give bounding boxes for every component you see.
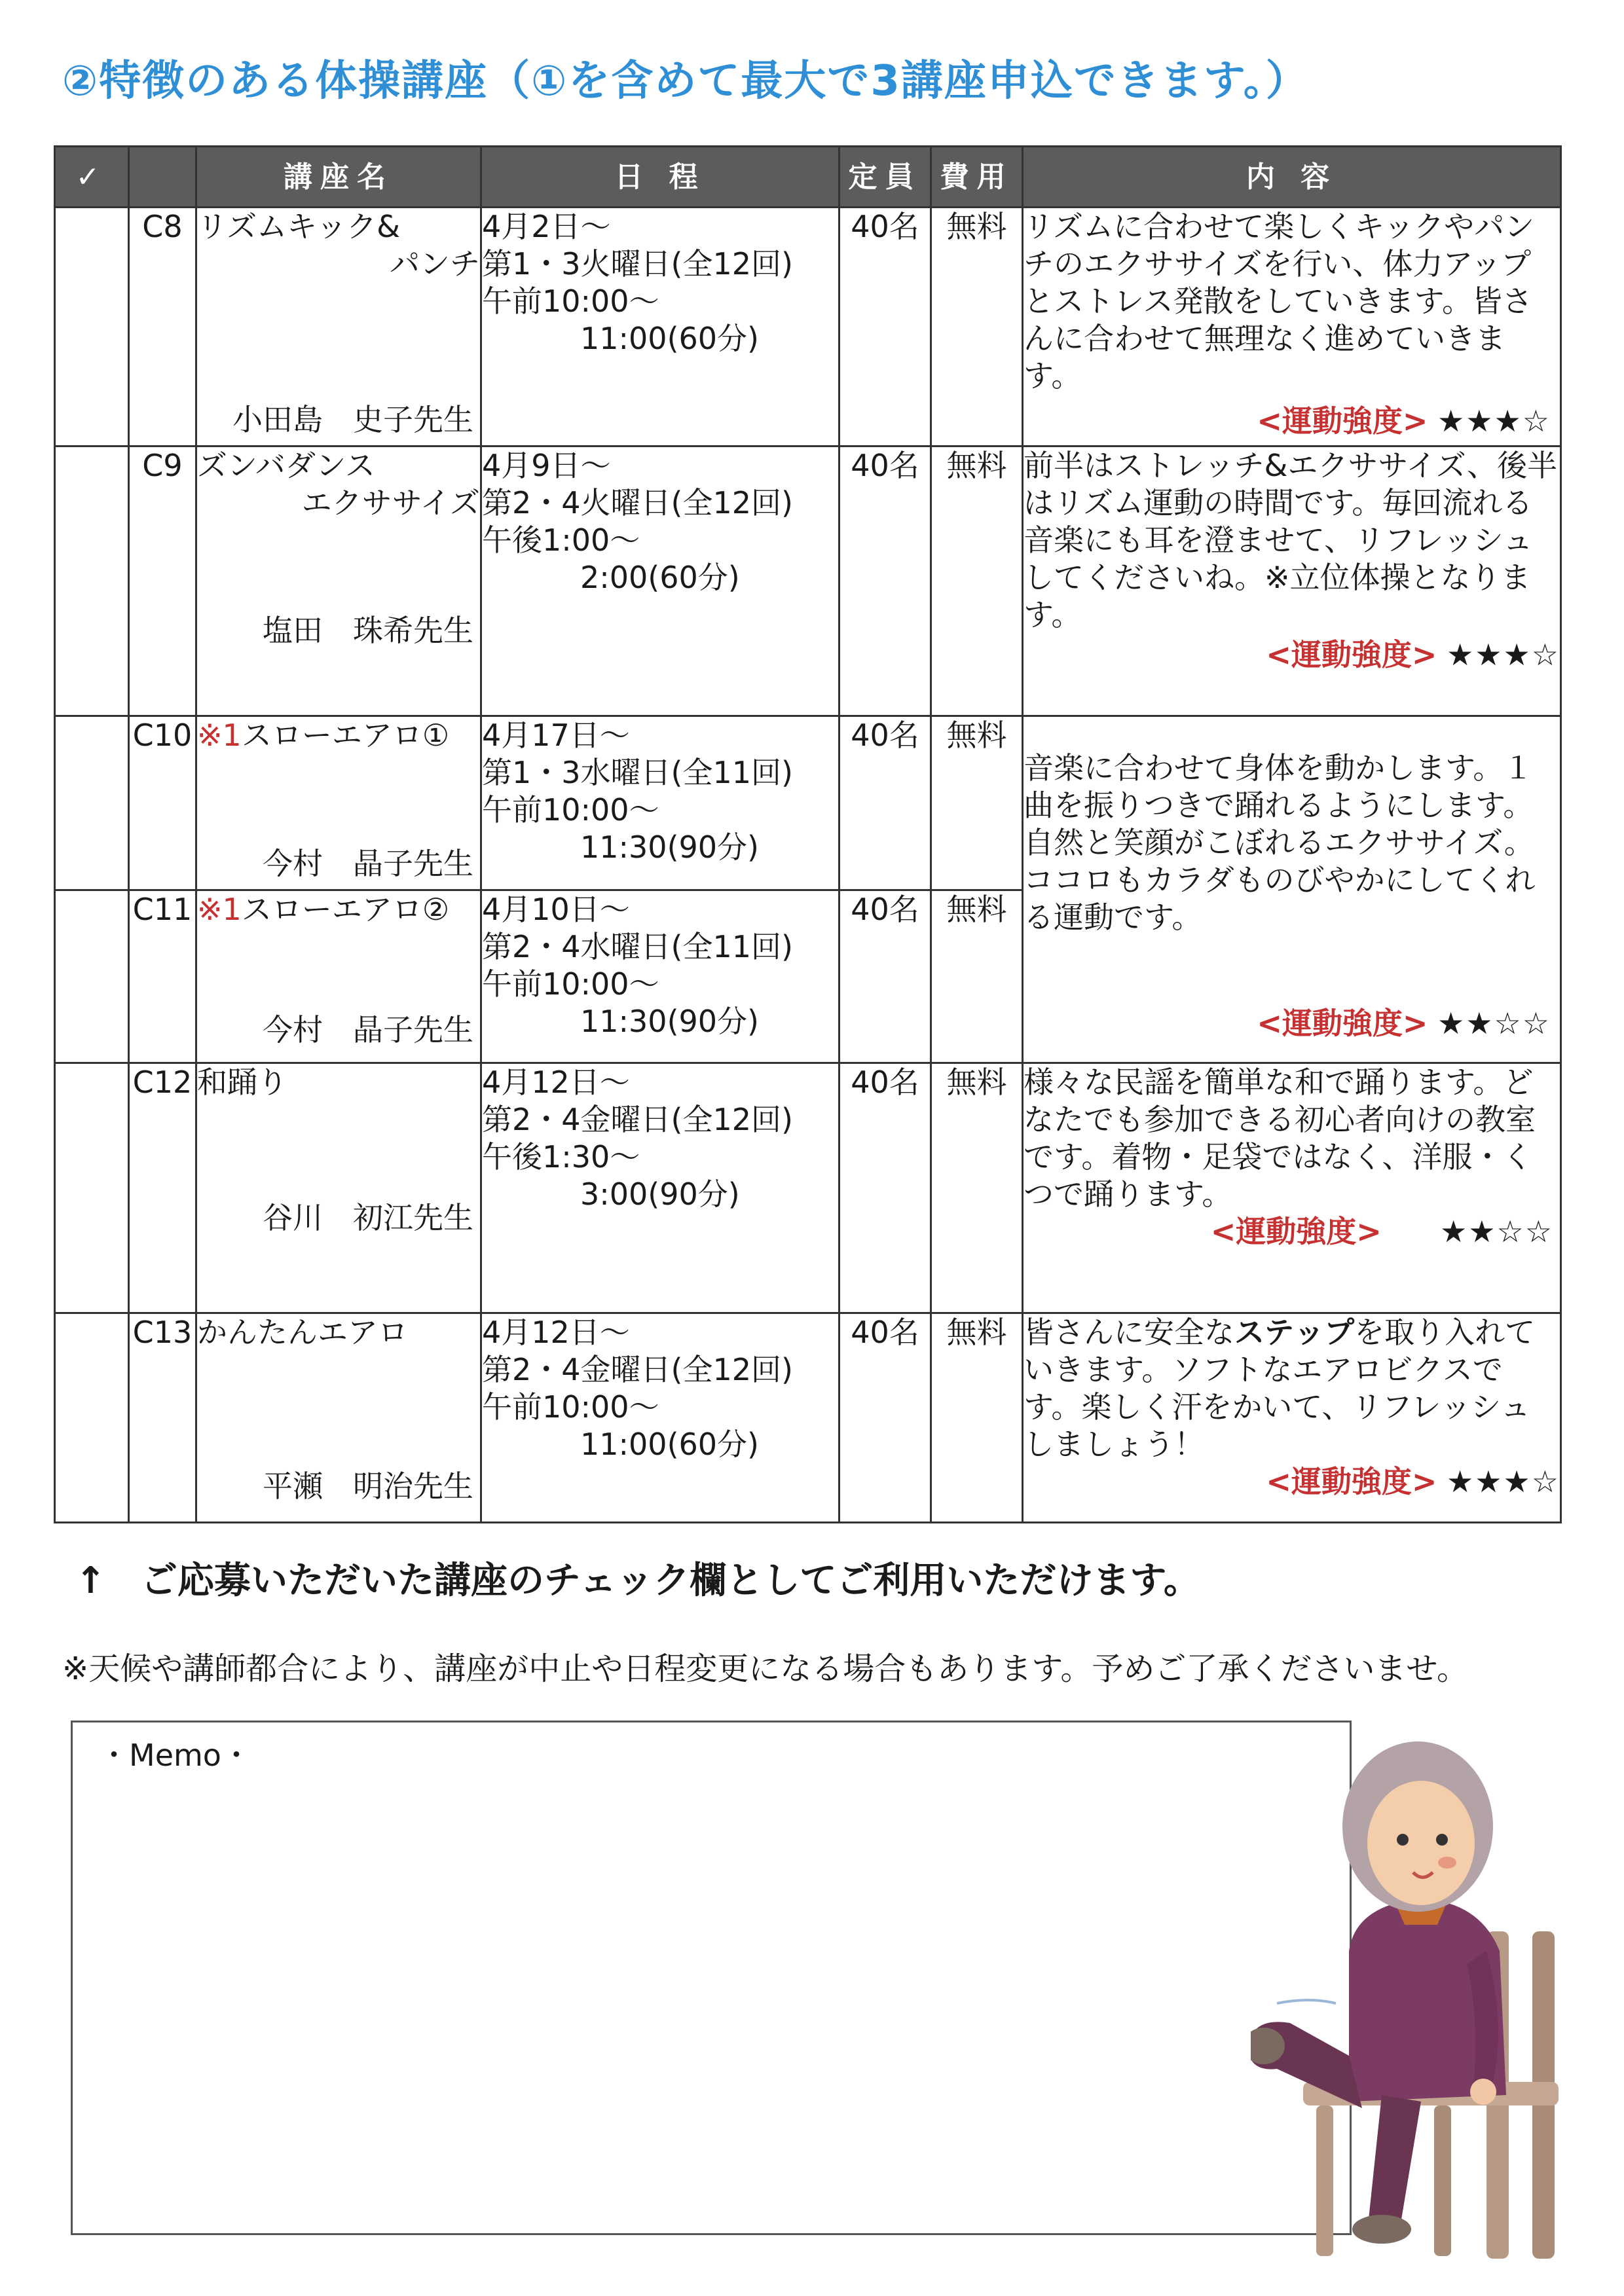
course-name	[197, 717, 480, 754]
course-name-cell	[196, 890, 481, 1063]
end-time: 11:30(90分)	[580, 1004, 759, 1039]
face-shape	[1367, 1781, 1475, 1905]
course-name-text: スローエアロ①	[241, 718, 450, 753]
header-content: 内 容	[1023, 147, 1561, 208]
capacity: 40名	[840, 208, 931, 446]
check-cell[interactable]	[55, 446, 129, 716]
course-code: C13	[129, 1313, 196, 1523]
shoe-shape	[1352, 2215, 1411, 2244]
weekday: 第2・4水曜日(全11回)	[482, 929, 793, 964]
content-cell	[1023, 446, 1561, 716]
header-capacity: 定員	[840, 147, 931, 208]
intensity-rating	[1257, 403, 1551, 440]
course-name-cell	[196, 446, 481, 716]
intensity-label: <運動強度>	[1257, 1006, 1428, 1041]
memo-label: ・Memo・	[99, 1738, 251, 1773]
schedule-cell	[481, 446, 840, 716]
description-part: 皆さんに安全な	[1024, 1315, 1234, 1350]
description-part: を取り入れていきます。ソフトなエアロビクスです。楽しく汗をかいて、リフレッシュしましょう！	[1024, 1315, 1536, 1462]
schedule-cell	[481, 208, 840, 446]
check-cell[interactable]	[55, 890, 129, 1063]
teacher-name: 小田島 史子先生	[232, 402, 473, 437]
course-code: C8	[129, 208, 196, 446]
hand-shape	[1470, 2079, 1496, 2105]
memo-box[interactable]	[71, 1721, 1352, 2235]
fee: 無料	[931, 446, 1023, 716]
course-description: 音楽に合わせて身体を動かします。１曲を振りつきで踊れるようにします。自然と笑顔がこぼれるエクササイズ。ココロもカラダものびやかにしてくれる運動です。	[1024, 750, 1536, 935]
intensity-label: <運動強度>	[1266, 637, 1437, 672]
table-row	[55, 716, 1561, 890]
content-cell	[1023, 208, 1561, 446]
star-rating: ★★☆☆	[1437, 1006, 1551, 1041]
end-time: 2:00(60分)	[580, 560, 740, 595]
course-code: C10	[129, 716, 196, 890]
schedule-cell	[481, 1063, 840, 1313]
start-time: 午前10:00～	[482, 792, 659, 828]
course-name-cell	[196, 1313, 481, 1523]
check-cell[interactable]	[55, 1313, 129, 1523]
capacity: 40名	[840, 1063, 931, 1313]
up-arrow-icon: ↑	[75, 1559, 106, 1602]
intensity-rating	[1024, 636, 1560, 674]
intensity-rating	[1024, 1213, 1553, 1250]
course-name-cell	[196, 716, 481, 890]
course-name-line2: パンチ	[390, 246, 480, 282]
checkbox-usage-note	[75, 1552, 1200, 1604]
cheek-shape	[1438, 1857, 1456, 1868]
intensity-rating	[1024, 1463, 1560, 1501]
table-row	[55, 446, 1561, 716]
leg-down	[1369, 2095, 1421, 2219]
header-name: 講座名	[196, 147, 481, 208]
star-rating: ★★★☆	[1447, 1464, 1560, 1499]
star-rating: ★★★☆	[1447, 637, 1560, 672]
start-date: 4月2日～	[482, 209, 611, 244]
fee: 無料	[931, 716, 1023, 890]
table-row	[55, 208, 1561, 446]
start-time: 午前10:00～	[482, 1389, 659, 1425]
fee: 無料	[931, 890, 1023, 1063]
start-time: 午後1:00～	[482, 522, 640, 558]
eye-shape	[1397, 1834, 1409, 1846]
end-time: 11:30(90分)	[580, 829, 759, 865]
course-name-line2: エクササイズ	[301, 485, 480, 520]
description-emphasis: ステップ	[1234, 1315, 1355, 1350]
star-rating: ★★☆☆	[1440, 1214, 1553, 1249]
weekday: 第2・4金曜日(全12回)	[482, 1102, 793, 1137]
schedule-cell	[481, 890, 840, 1063]
schedule-cell	[481, 1313, 840, 1523]
start-date: 4月9日～	[482, 448, 611, 483]
intensity-label: <運動強度>	[1210, 1214, 1382, 1249]
course-code: C9	[129, 446, 196, 716]
page-title: ②特徴のある体操講座（①を含めて最大で3講座申込できます。）	[62, 57, 1309, 105]
start-date: 4月12日～	[482, 1065, 630, 1100]
course-description: 様々な民謡を簡単な和で踊ります。どなたでも参加できる初心者向けの教室です。着物・足袋ではなく、洋服・くつで踊ります。	[1024, 1065, 1536, 1212]
end-time: 11:00(60分)	[580, 1427, 759, 1462]
fee: 無料	[931, 208, 1023, 446]
capacity: 40名	[840, 446, 931, 716]
capacity: 40名	[840, 890, 931, 1063]
course-code: C11	[129, 890, 196, 1063]
teacher-name: 谷川 初江先生	[263, 1200, 473, 1235]
intensity-label: <運動強度>	[1257, 403, 1428, 439]
teacher-name: 塩田 珠希先生	[263, 613, 473, 648]
weekday: 第1・3水曜日(全11回)	[482, 755, 793, 790]
content-cell	[1023, 1063, 1561, 1313]
table-row	[55, 1313, 1561, 1523]
header-fee: 費用	[931, 147, 1023, 208]
schedule-cell	[481, 716, 840, 890]
header-check: ✓	[55, 147, 129, 208]
check-cell[interactable]	[55, 1063, 129, 1313]
start-time: 午後1:30～	[482, 1139, 640, 1175]
teacher-name: 平瀬 明治先生	[263, 1468, 473, 1504]
note-mark: ※1	[197, 718, 242, 753]
motion-line	[1277, 2000, 1336, 2003]
course-name: ズンバダンス	[197, 448, 375, 483]
course-name-text: スローエアロ②	[241, 892, 450, 927]
content-cell	[1023, 1313, 1561, 1523]
teacher-name: 今村 晶子先生	[263, 846, 473, 881]
weekday: 第2・4火曜日(全12回)	[482, 485, 793, 520]
course-description: リズムに合わせて楽しくキックやパンチのエクササイズを行い、体力アップとストレス発散をしていきます。皆さんに合わせて無理なく進めていきます。	[1024, 209, 1535, 393]
intensity-rating	[1257, 1005, 1551, 1042]
intensity-label: <運動強度>	[1266, 1464, 1437, 1499]
eye-shape	[1436, 1834, 1448, 1846]
header-code	[129, 147, 196, 208]
exercising-woman-illustration	[1251, 1715, 1591, 2278]
content-cell-shared	[1023, 716, 1561, 1063]
course-name-cell	[196, 208, 481, 446]
course-code: C12	[129, 1063, 196, 1313]
course-table	[54, 145, 1562, 1523]
end-time: 11:00(60分)	[580, 321, 759, 356]
capacity: 40名	[840, 716, 931, 890]
course-name	[197, 891, 480, 928]
weekday: 第1・3火曜日(全12回)	[482, 246, 793, 282]
checkbox-usage-text: ご応募いただいた講座のチェック欄としてご利用いただけます。	[141, 1559, 1200, 1602]
course-description: 前半はストレッチ&エクササイズ、後半はリズム運動の時間です。毎回流れる音楽にも耳を澄ませて、リフレッシュしてくださいね。※立位体操となります。	[1024, 448, 1558, 632]
cancellation-note: ※天候や講師都合により、講座が中止や日程変更になる場合もあります。予めご了承くださいませ。	[62, 1650, 1468, 1687]
check-cell[interactable]	[55, 208, 129, 446]
course-description	[1024, 1314, 1560, 1463]
start-time: 午前10:00～	[482, 283, 659, 319]
start-date: 4月17日～	[482, 718, 630, 753]
end-time: 3:00(90分)	[580, 1176, 740, 1212]
start-time: 午前10:00～	[482, 966, 659, 1002]
table-header-row	[55, 147, 1561, 208]
weekday: 第2・4金曜日(全12回)	[482, 1352, 793, 1387]
teacher-name: 今村 晶子先生	[263, 1012, 473, 1048]
star-rating: ★★★☆	[1437, 403, 1551, 439]
header-schedule: 日 程	[481, 147, 840, 208]
start-date: 4月10日～	[482, 892, 630, 927]
note-mark: ※1	[197, 892, 242, 927]
course-name: リズムキック&	[197, 209, 401, 244]
course-name: かんたんエアロ	[197, 1315, 408, 1350]
start-date: 4月12日～	[482, 1315, 630, 1350]
course-name-cell	[196, 1063, 481, 1313]
fee: 無料	[931, 1063, 1023, 1313]
capacity: 40名	[840, 1313, 931, 1523]
course-name: 和踊り	[197, 1065, 287, 1100]
table-row	[55, 1063, 1561, 1313]
fee: 無料	[931, 1313, 1023, 1523]
check-cell[interactable]	[55, 716, 129, 890]
